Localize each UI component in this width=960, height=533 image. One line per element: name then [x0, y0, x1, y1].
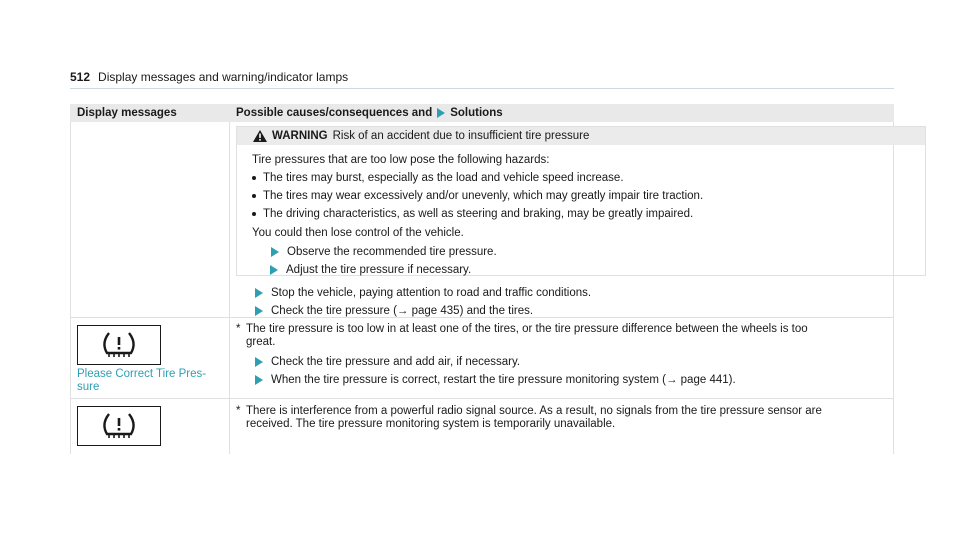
column-divider: [229, 122, 230, 454]
play-arrow-icon: [255, 288, 263, 298]
list-item: [255, 287, 591, 299]
bullet-text: The tires may burst, especially as the load and vehicle speed increase.: [263, 172, 624, 184]
bullet-dot-icon: [252, 194, 256, 198]
list-item: [270, 264, 471, 276]
col2-header-prefix: Possible causes/consequences and: [236, 107, 433, 119]
asterisk-marker: *: [236, 323, 241, 335]
list-item: [252, 208, 693, 220]
play-arrow-icon: [270, 265, 278, 275]
warning-triangle-icon: [253, 130, 267, 142]
bullet-dot-icon: [252, 212, 256, 216]
bullet-dot-icon: [252, 176, 256, 180]
warning-intro: Tire pressures that are too low pose the following hazards:: [252, 154, 550, 166]
play-arrow-icon: [437, 108, 445, 118]
list-item: [252, 172, 624, 184]
warning-word: WARNING: [272, 130, 328, 142]
tire-pressure-warning-icon: [77, 406, 161, 446]
play-arrow-icon: [255, 357, 263, 367]
bullet-text: The driving characteristics, as well as steering and braking, may be greatly impaired.: [263, 208, 694, 220]
warning-box: [236, 126, 926, 276]
step-text: Check the tire pressure and add air, if necessary.: [271, 356, 521, 368]
step-text: When the tire pressure is correct, restart the tire pressure monitoring system (→ page 441).: [271, 374, 736, 386]
table-header: [70, 104, 894, 122]
display-message-text: Please Correct Tire Pres-: [77, 368, 207, 380]
play-arrow-icon: [271, 247, 279, 257]
table-border-left: [70, 122, 71, 454]
display-messages-table: [70, 104, 894, 454]
play-arrow-icon: [255, 375, 263, 385]
list-item: [255, 356, 520, 368]
warning-title: Risk of an accident due to insufficient tire pressure: [332, 130, 590, 142]
col2-header-suffix: Solutions: [450, 107, 503, 119]
row-divider-2: [70, 398, 894, 399]
warning-outro: You could then lose control of the vehicle.: [252, 227, 464, 239]
display-message-text-cont: sure: [77, 381, 100, 393]
list-item: [255, 305, 533, 317]
cause-text: The tire pressure is too low in at least one of the tires, or the tire pressure difference between the wheels is too: [246, 323, 808, 335]
play-arrow-icon: [255, 306, 263, 316]
row-divider-1: [70, 317, 894, 318]
tire-pressure-warning-icon: [77, 325, 161, 365]
page-header: [70, 70, 894, 89]
list-item: [255, 374, 736, 386]
cause-text-cont: great.: [246, 336, 276, 348]
col-header-display-messages: Display messages: [77, 107, 177, 119]
page-header-title: Display messages and warning/indicator lamps: [98, 70, 349, 84]
cause-text: There is interference from a powerful radio signal source. As a result, no signals from the tire pressure sensor are: [246, 405, 822, 417]
col-header-causes-solutions: [236, 107, 503, 119]
step-text: Observe the recommended tire pressure.: [287, 246, 497, 258]
list-item: [252, 190, 703, 202]
asterisk-marker: *: [236, 405, 241, 417]
page-number: 512: [70, 70, 91, 84]
cause-text-cont: received. The tire pressure monitoring system is temporarily unavailable.: [246, 418, 616, 430]
warning-header: [237, 127, 925, 145]
step-text: Stop the vehicle, paying attention to road and traffic conditions.: [271, 287, 592, 299]
step-text: Check the tire pressure (→ page 435) and the tires.: [271, 305, 534, 317]
step-text: Adjust the tire pressure if necessary.: [286, 264, 472, 276]
list-item: [271, 246, 497, 258]
bullet-text: The tires may wear excessively and/or unevenly, which may greatly impair tire traction.: [263, 190, 704, 202]
